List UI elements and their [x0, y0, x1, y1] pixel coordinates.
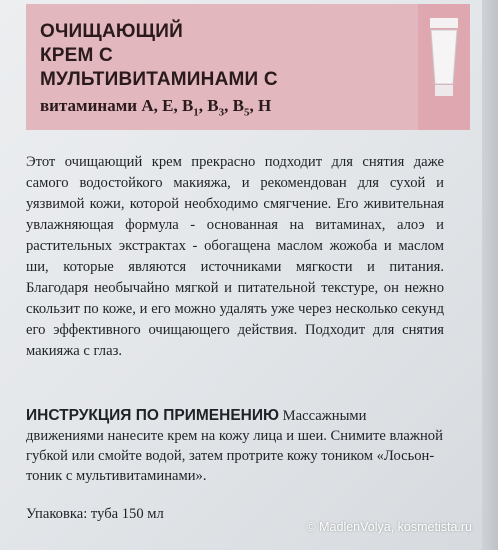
product-title: [40, 20, 278, 92]
leaflet-edge: [482, 0, 498, 550]
title-line-1: ОЧИЩАЮЩИЙ: [40, 21, 183, 42]
icon-panel: [418, 4, 470, 130]
title-line-3: МУЛЬТИВИТАМИНАМИ С: [40, 69, 278, 90]
title-line-2: КРЕМ С: [40, 45, 113, 66]
vitamins-subtitle: витаминами A, E, $B_1$, $B_3$, $B_5$, H: [40, 96, 272, 119]
instructions-text: Массажными движениями нанесите крем на кожу лица и шеи. Снимите влажной губкой или смойте водой, затем протрите кожу тоником «Лосьон-тоник с мультивитаминами».: [26, 408, 443, 484]
product-header: [26, 4, 470, 130]
watermark: © MadlenVolya, kosmetista.ru: [306, 520, 472, 534]
product-description: Этот очищающий крем прекрасно подходит для снятия даже самого водостойкого макияжа, и рекомендован для сухой и уязвимой кожи, которой необходимо смягчение. Его живительная увлажняющая формула - основанная на витаминах, алоэ и растительных экстрактах - обогащена маслом жожоба и маслом ши, которые являются источниками мягкости и питания. Благодаря необычайно мягкой и питательной текстуре, он нежно скользит по коже, и его можно удалять уже через несколько секунд его эффективного очищающего действия. Подходит для снятия макияжа с глаз.: [26, 154, 444, 359]
packaging-info: Упаковка: туба 150 мл: [26, 506, 164, 522]
instructions-heading: ИНСТРУКЦИЯ ПО ПРИМЕНЕНИЮ: [26, 407, 279, 424]
usage-instructions: [26, 406, 444, 486]
cream-tube-icon: [428, 18, 460, 98]
